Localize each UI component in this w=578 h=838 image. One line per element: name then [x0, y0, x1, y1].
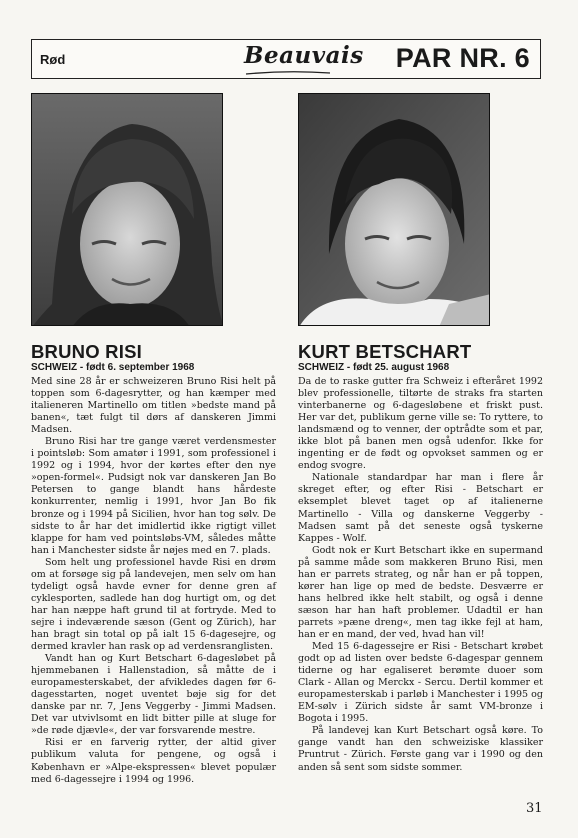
paragraph: Som helt ung professionel havde Risi en drøm om at forsøge sig på landevejen, men selv om han tydeligt også havde evner for denne gren af cyklesporten, sadlede han dog hurtigt om, og det har han næppe haft grund til at fortryde. Med to sejre i indeværende sæson (Gent og Zürich), har han bragt sin total op på ialt 15 6-dagesejre, og dermed kravler han rask op ad verdensranglisten.: [31, 556, 276, 653]
paragraph: Risi er en farverig rytter, der altid giver publikum valuta for pengene, og også i København er »Alpe-ekspressen« blevet populær med 6-dagessejre i 1994 og 1996.: [31, 737, 276, 785]
team-label: Rød: [40, 52, 66, 67]
article-body-kurt-betschart: [298, 376, 543, 774]
paragraph: Da de to raske gutter fra Schweiz i efteråret 1992 blev professionelle, tiltørte de straks fra starten vinterbanerne og 6-dagesløbene et friskt pust. Her var det, publikum gerne ville se: To ryttere, to landsmænd og to venner, der optrådte som et par, ikke blot på banen men også udenfor. Ikke for ingenting er de født og opvokset sammen og er endog svogre.: [298, 376, 543, 472]
rider-subtitle-kurt-betschart: SCHWEIZ - født 25. august 1968: [298, 362, 450, 373]
paragraph: Bruno Risi har tre gange været verdensmester i pointsløb: Som amatør i 1991, som professionel i 1992 og i 1994, hvor der kørtes efter den nye »open-formel«. Pudsigt nok var danskeren Jan Bo Petersen to gange blandt hans hårdeste konkurrenter, nemlig i 1991, hvor Jan Bo fik bronze og i 1994 på Sicilien, hvor han tog sølv. De sidste to år har det imidlertid ikke rigtigt villet klappe for ham ved pointsløbs-VM, således måtte han i Manchester sidste år nøjes med en 7. plads.: [31, 436, 276, 556]
paragraph: Nationale standardpar har man i flere år skreget efter, og efter Risi - Betschart er eksemplet blevet taget op af italienerne Martinello - Villa og danskerne Veggerby - Madsen samt på det seneste også tyskerne Kappes - Wolf.: [298, 472, 543, 544]
paragraph: Godt nok er Kurt Betschart ikke en supermand på samme måde som makkeren Bruno Risi, men han er parrets strateg, og når han er på toppen, kører han lige op med de bedste. Desværre er hans helbred ikke helt stabilt, og også i denne sæson har han haft problemer. Udadtil er han parrets »pæne dreng«, men tag ikke fejl at ham, han er en mand, der ved, hvad han vil!: [298, 544, 543, 640]
sponsor-logo: Beauvais: [244, 42, 364, 69]
pair-number: PAR NR. 6: [395, 43, 530, 73]
rider-photo-kurt-betschart: [298, 93, 490, 326]
rider-subtitle-bruno-risi: SCHWEIZ - født 6. september 1968: [31, 362, 195, 373]
paragraph: Med 15 6-dagessejre er Risi - Betschart krøbet godt op ad listen over bedste 6-dagespar gennem tiderne og har egaliseret berømte duoer som Clark - Allan og Merckx - Sercu. Dertil kommer et europamesterskab i parløb i Manchester i 1995 og EM-sølv i Zürich sidste år samt VM-bronze i Bogota i 1995.: [298, 641, 543, 725]
page-number: 31: [526, 801, 543, 816]
logo-swash: [244, 70, 332, 76]
paragraph: Vandt han og Kurt Betschart 6-dagesløbet på hjemmebanen i Hallenstadion, så måtte de i europamesterskabet, der afvikledes dagen før 6-dagesstarten, noget uventet bøje sig for det danske par nr. 7, Jens Veggerby - Jimmi Madsen. Det var utvivlsomt en lidt bitter pille at sluge for »de røde djævle«, der var forsvarende mestre.: [31, 653, 276, 737]
rider-photo-bruno-risi: [31, 93, 223, 326]
paragraph: Med sine 28 år er schweizeren Bruno Risi helt på toppen som 6-dagesrytter, og han kæmper med italieneren Martinello om titlen »bedste mand på banen«, tæt fulgt til dørs af danskeren Jimmi Madsen.: [31, 376, 276, 436]
page-header: [31, 39, 541, 79]
rider-name-bruno-risi: BRUNO RISI: [31, 341, 142, 362]
rider-name-kurt-betschart: KURT BETSCHART: [298, 341, 472, 362]
article-body-bruno-risi: [31, 376, 276, 786]
paragraph: På landevej kan Kurt Betschart også køre. To gange vandt han den schweiziske klassiker Pruntrut - Zürich. Første gang var i 1990 og den anden så sent som sidste sommer.: [298, 725, 543, 773]
